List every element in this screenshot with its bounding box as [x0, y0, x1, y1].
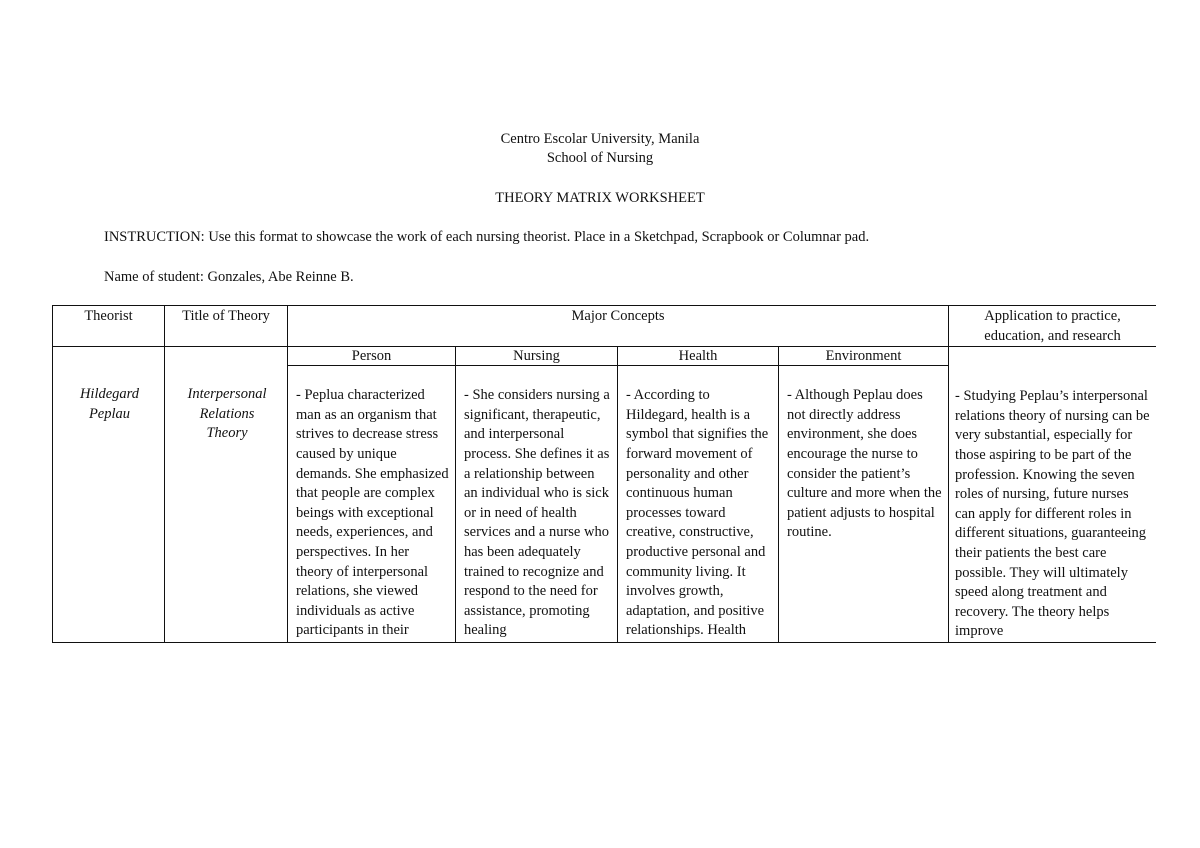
header-application: [949, 306, 1156, 347]
theorist-name-line2: Peplau: [88, 405, 131, 422]
subheader-health: Health: [618, 347, 779, 366]
application-cell: [949, 347, 1156, 643]
university-name: Centro Escolar University, Manila: [500, 131, 700, 147]
theory-title-cell: [165, 347, 288, 643]
theory-title-line1: Interpersonal: [187, 386, 267, 403]
subheader-environment: Environment: [779, 347, 949, 366]
theory-title-line2: Relations: [199, 405, 255, 422]
environment-cell: [779, 366, 949, 643]
header-major-concepts: Major Concepts: [288, 306, 949, 347]
school-name: School of Nursing: [546, 150, 654, 166]
header-title-of-theory: Title of Theory: [165, 306, 288, 347]
instruction-text: INSTRUCTION: Use this format to showcase the work of each nursing theorist. Place in a Sketchpad, Scrapbook or Columnar pad.: [104, 229, 870, 245]
header-theorist: Theorist: [53, 306, 165, 347]
person-cell: [288, 366, 456, 643]
theorist-name-line1: Hildegard: [79, 386, 140, 403]
theorist-cell: [53, 347, 165, 643]
health-text: - According to Hildegard, health is a symbol that signifies the forward movement of personality and other continuous human processes toward creative, constructive, productive personal and community living. It involves growth, adaptation, and positive relationships. Health: [626, 387, 769, 639]
health-cell: [618, 366, 779, 643]
person-text: - Peplua characterized man as an organism that strives to decrease stress caused by unique demands. She emphasized that people are complex beings with exceptional needs, experiences, and perspectives. In her theory of interpersonal relations, she viewed individuals as active participants in their: [296, 387, 449, 639]
application-text: - Studying Peplau’s interpersonal relations theory of nursing can be very substantial, especially for those aspiring to be part of the profession. Knowing the seven roles of nursing, future nurses can apply for different roles in different situations, guaranteeing their patients the best care possible. They will ultimately speed along treatment and recovery. The theory helps improve: [955, 388, 1150, 640]
subheader-person: Person: [288, 347, 456, 366]
worksheet-title: THEORY MATRIX WORKSHEET: [495, 190, 705, 206]
nursing-text: - She considers nursing a significant, therapeutic, and interpersonal process. She defines it as a relationship between an individual who is sick or in need of health services and a nurse who has been adequately trained to recognize and respond to the need for assistance, promoting healing: [464, 387, 610, 639]
header-application-line1: Application to practice,: [984, 308, 1121, 324]
theory-matrix-table: [52, 305, 1156, 702]
student-name: Name of student: Gonzales, Abe Reinne B.: [104, 269, 354, 285]
header-application-line2: education, and research: [984, 327, 1121, 344]
theory-title-line3: Theory: [206, 425, 248, 442]
environment-text: - Although Peplau does not directly address environment, she does encourage the nurse to consider the patient’s culture and more when the patient adjusts to hospital routine.: [787, 387, 942, 541]
subheader-nursing: Nursing: [456, 347, 618, 366]
nursing-cell: [456, 366, 618, 643]
